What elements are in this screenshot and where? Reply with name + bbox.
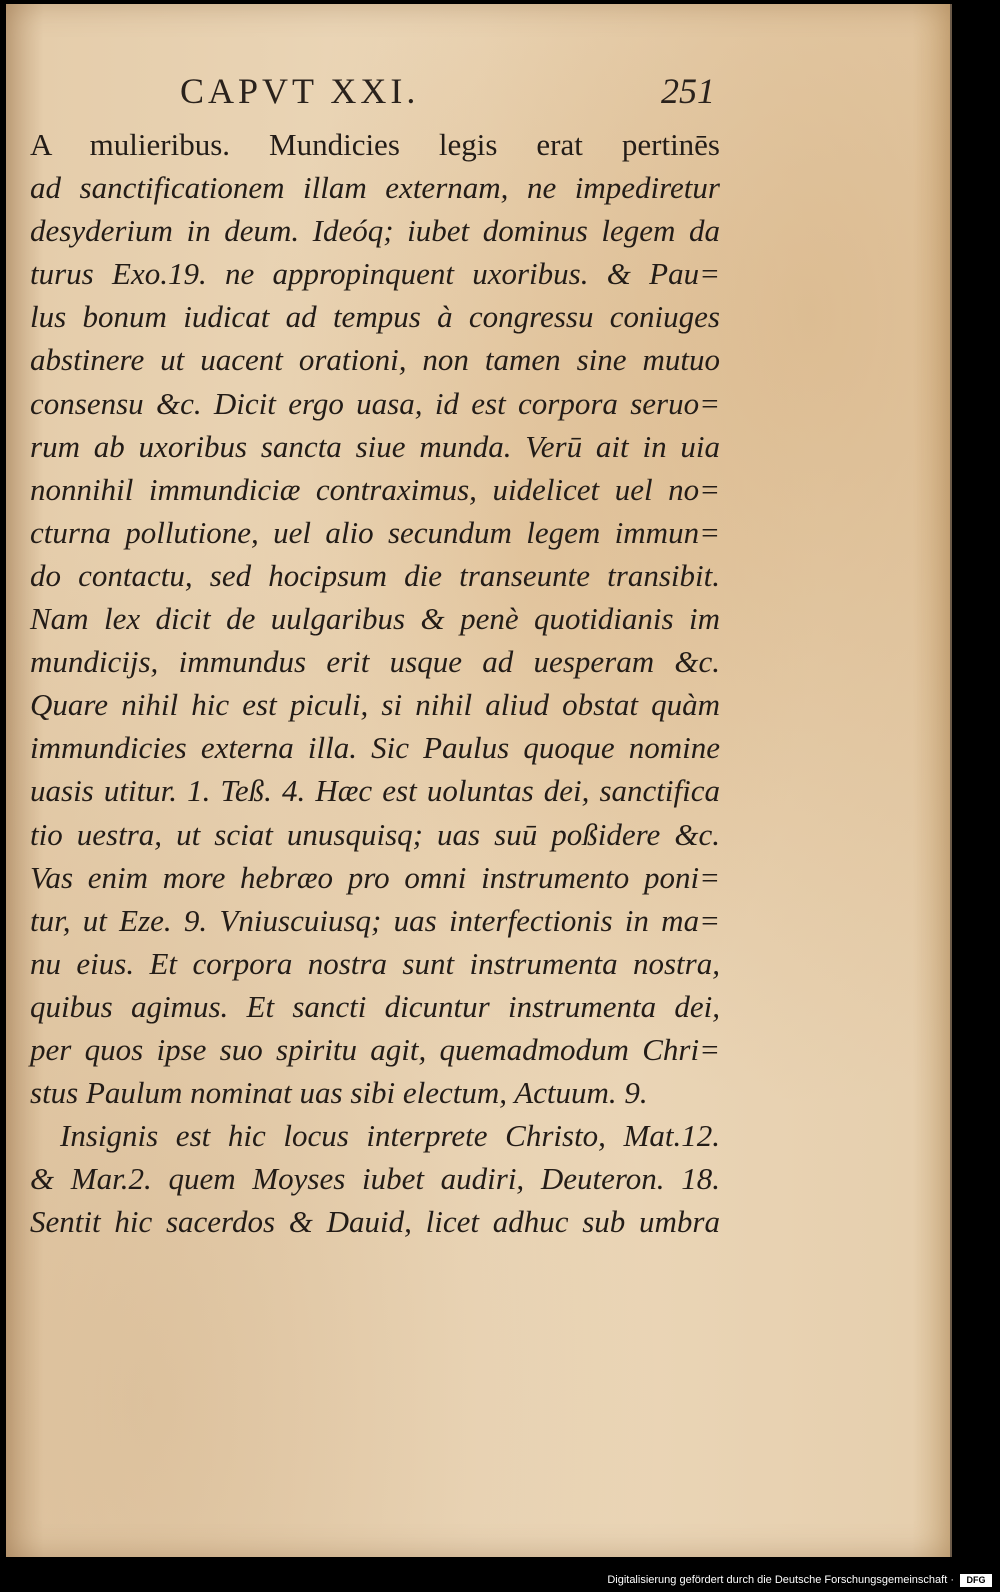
- text-line: tur, ut Eze. 9. Vniuscuiusq; uas interfectionis in ma=: [30, 902, 720, 938]
- dfg-logo: DFG: [960, 1574, 992, 1587]
- text-line: cturna pollutione, uel alio secundum legem immun=: [30, 514, 720, 550]
- text-line: nonnihil immundiciæ contraximus, uidelicet uel no=: [30, 471, 720, 507]
- running-title: CAPVT XXI.: [180, 71, 420, 111]
- text-line: immundicies externa illa. Sic Paulus quoque nomine: [30, 730, 720, 766]
- text-line: Vas enim more hebræo pro omni instrumento poni=: [30, 859, 720, 895]
- page-number: 251: [661, 71, 715, 111]
- text-line: per quos ipse suo spiritu agit, quemadmodum Chri=: [30, 1031, 720, 1067]
- text-line: stus Paulum nominat uas sibi electum, Actuum. 9.: [30, 1075, 648, 1111]
- running-head: [180, 70, 715, 120]
- text-line: desyderium in deum. Ideóq; iubet dominus legem da: [30, 213, 720, 249]
- text-line: uasis utitur. 1. Teß. 4. Hæc est uoluntas dei, sanctifica: [30, 773, 720, 809]
- text-line: mundicijs, immundus erit usque ad uesperam &c.: [30, 644, 720, 680]
- text-line: Quare nihil hic est piculi, si nihil aliud obstat quàm: [30, 687, 720, 723]
- text-line: do contactu, sed hocipsum die transeunte transibit.: [30, 557, 720, 593]
- text-line: A mulieribus. Mundicies legis erat pertinēs: [30, 127, 720, 162]
- funding-credit: Digitalisierung gefördert durch die Deutsche Forschungsgemeinschaft ·: [607, 1574, 954, 1586]
- text-line: Sentit hic sacerdos & Dauid, licet adhuc sub umbra: [30, 1204, 720, 1240]
- text-line: consensu &c. Dicit ergo uasa, id est corpora seruo=: [30, 385, 720, 421]
- text-line: rum ab uxoribus sancta siue munda. Verū ait in uia: [30, 428, 720, 464]
- page-edge: [950, 4, 952, 1557]
- text-line: tio uestra, ut sciat unusquisq; uas suū poßidere &c.: [30, 816, 720, 852]
- text-line: quibus agimus. Et sancti dicuntur instrumenta dei,: [30, 988, 720, 1024]
- text-line: Insignis est hic locus interprete Christo, Mat.12.: [60, 1118, 720, 1154]
- text-line: ad sanctificationem illam externam, ne impediretur: [30, 170, 720, 206]
- text-line: Nam lex dicit de uulgaribus & penè quotidianis im: [30, 601, 720, 637]
- text-line: nu eius. Et corpora nostra sunt instrumenta nostra,: [30, 945, 720, 981]
- text-line: abstinere ut uacent orationi, non tamen sine mutuo: [30, 342, 720, 378]
- text-line: & Mar.2. quem Moyses iubet audiri, Deuteron. 18.: [30, 1161, 720, 1197]
- text-line: lus bonum iudicat ad tempus à congressu coniuges: [30, 299, 720, 335]
- body-text: [30, 123, 720, 1243]
- text-line: turus Exo.19. ne appropinquent uxoribus. & Pau=: [30, 256, 720, 292]
